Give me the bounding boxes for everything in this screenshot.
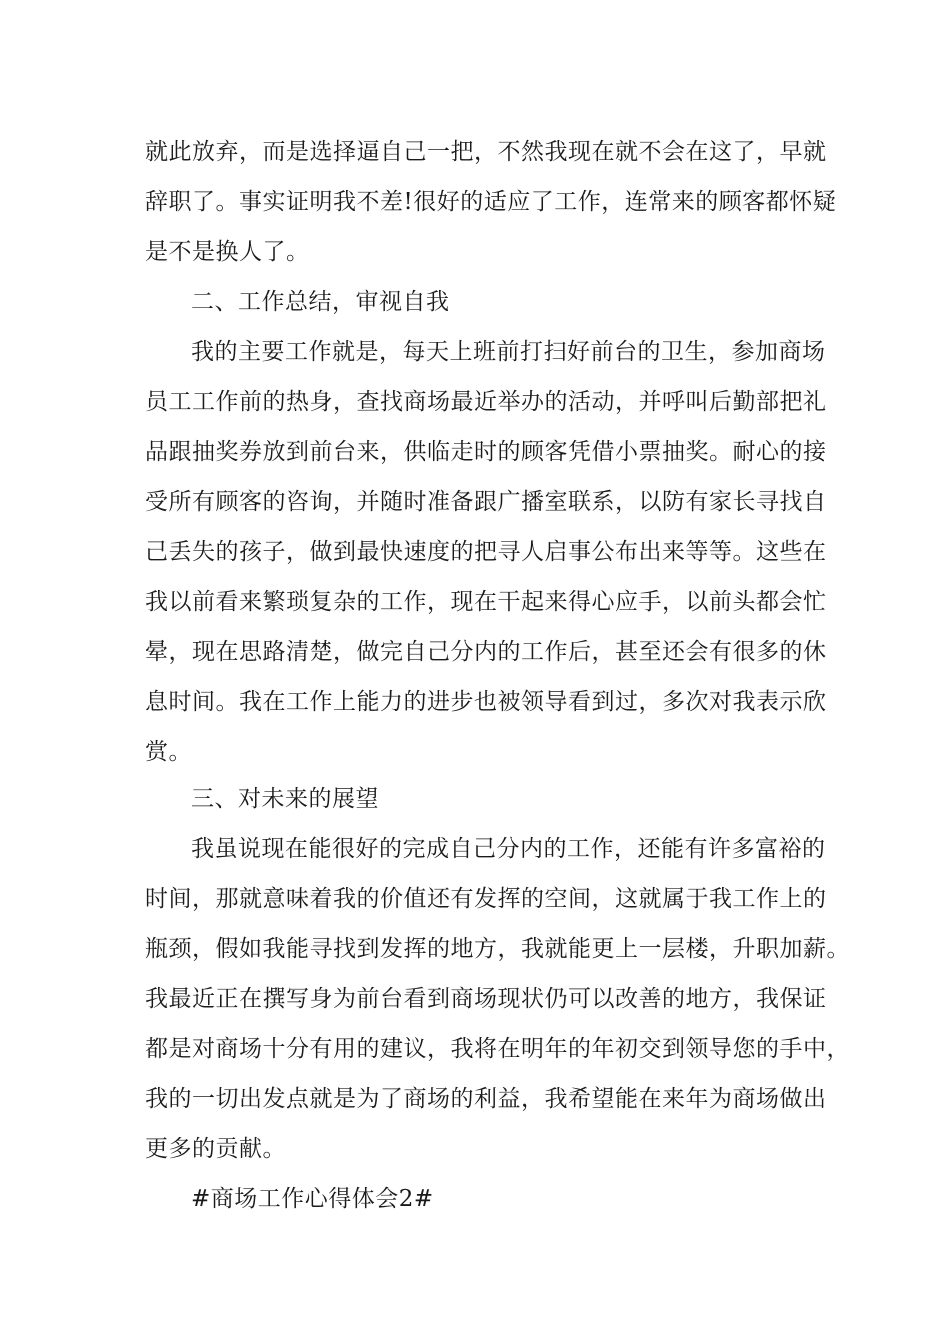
paragraph-line: 更多的贡献。 bbox=[145, 1136, 286, 1162]
paragraph-line: 瓶颈，假如我能寻找到发挥的地方，我就能更上一层楼，升职加薪。 bbox=[145, 936, 850, 962]
paragraph-line: 息时间。我在工作上能力的进步也被领导看到过，多次对我表示欣 bbox=[145, 689, 827, 715]
paragraph-line: 己丢失的孩子，做到最快速度的把寻人启事公布出来等等。这些在 bbox=[145, 539, 827, 565]
paragraph-line: 我以前看来繁琐复杂的工作，现在干起来得心应手，以前头都会忙 bbox=[145, 589, 827, 615]
paragraph-line: 就此放弃，而是选择逼自己一把，不然我现在就不会在这了，早就 bbox=[145, 139, 827, 165]
paragraph-line: 品跟抽奖券放到前台来，供临走时的顾客凭借小票抽奖。耐心的接 bbox=[145, 439, 827, 465]
paragraph-line: 受所有顾客的咨询，并随时准备跟广播室联系，以防有家长寻找自 bbox=[145, 489, 827, 515]
paragraph-line: 员工工作前的热身，查找商场最近举办的活动，并呼叫后勤部把礼 bbox=[145, 389, 827, 415]
paragraph-line: 我的主要工作就是，每天上班前打扫好前台的卫生，参加商场 bbox=[191, 339, 826, 365]
paragraph-line: 是不是换人了。 bbox=[145, 239, 310, 265]
paragraph-line: 晕，现在思路清楚，做完自己分内的工作后，甚至还会有很多的休 bbox=[145, 639, 827, 665]
paragraph-line: 赏。 bbox=[145, 739, 192, 765]
section-heading: 二、工作总结，审视自我 bbox=[191, 289, 450, 315]
paragraph-line: 我虽说现在能很好的完成自己分内的工作，还能有许多富裕的 bbox=[191, 836, 826, 862]
paragraph-line: 我最近正在撰写身为前台看到商场现状仍可以改善的地方，我保证 bbox=[145, 986, 827, 1012]
paragraph-line: 都是对商场十分有用的建议，我将在明年的年初交到领导您的手中， bbox=[145, 1036, 850, 1062]
paragraph-line: 时间，那就意味着我的价值还有发挥的空间，这就属于我工作上的 bbox=[145, 886, 827, 912]
section-heading: 三、对未来的展望 bbox=[191, 786, 379, 812]
paragraph-line: 辞职了。事实证明我不差!很好的适应了工作，连常来的顾客都怀疑 bbox=[145, 189, 837, 215]
document-section-title: #商场工作心得体会2# bbox=[191, 1186, 434, 1212]
paragraph-line: 我的一切出发点就是为了商场的利益，我希望能在来年为商场做出 bbox=[145, 1086, 827, 1112]
